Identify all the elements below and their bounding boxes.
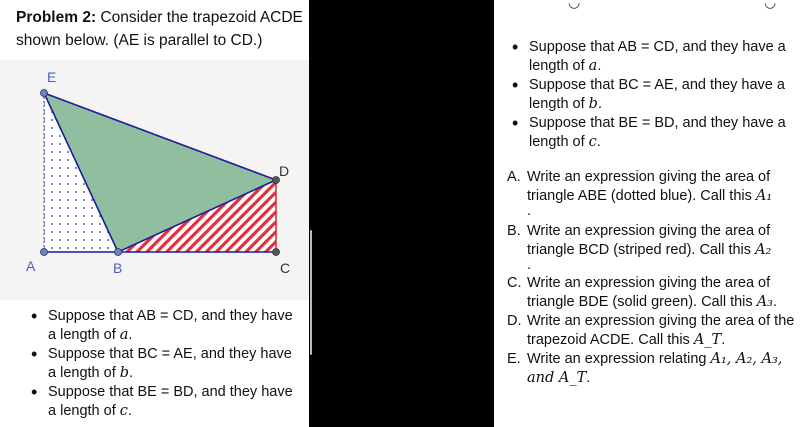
question-item: B. Write an expression giving the area of triangle BCD (striped red). Call this A₂ . xyxy=(507,223,772,273)
assumption-item: • Suppose that BC = AE, and they have a length of b. xyxy=(31,345,303,383)
assumption-item: • Suppose that BE = BD, and they have a length of c. xyxy=(31,383,303,421)
label-c: C xyxy=(280,260,291,276)
left-page xyxy=(0,0,309,427)
trapezoid-diagram xyxy=(0,60,309,300)
label-b: B xyxy=(113,260,123,276)
question-item: A. Write an expression giving the area of triangle ABE (dotted blue). Call this A₁ . xyxy=(507,169,773,219)
question-item: D. Write an expression giving the area of the trapezoid ACDE. Call this A_T. xyxy=(507,313,795,348)
label-d: D xyxy=(279,163,290,179)
assumption-item: • Suppose that BC = AE, and they have a length of b. xyxy=(512,76,794,114)
assumption-list-right xyxy=(512,38,794,152)
question-list xyxy=(507,168,797,388)
trapezoid-figure xyxy=(0,60,309,300)
problem-intro: Consider the trapezoid ACDE shown below. (AE is parallel to CD.) xyxy=(16,9,303,49)
label-a: A xyxy=(26,258,36,274)
point-a xyxy=(41,249,48,256)
problem-heading: Problem 2: xyxy=(16,9,97,26)
point-e xyxy=(41,90,48,97)
question-item: C. Write an expression giving the area of triangle BDE (solid green). Call this A₃. xyxy=(507,275,778,310)
point-c xyxy=(273,249,280,256)
assumption-item: • Suppose that AB = CD, and they have a length of a. xyxy=(31,307,303,345)
assumption-item: • Suppose that AB = CD, and they have a length of a. xyxy=(512,38,794,76)
left-scrollbar[interactable] xyxy=(310,230,312,355)
cropped-glyph: ◡ xyxy=(568,0,581,10)
assumption-item: • Suppose that BE = BD, and they have a length of c. xyxy=(512,114,794,152)
label-e: E xyxy=(47,69,57,85)
cropped-glyph: ◡ xyxy=(764,0,777,10)
problem-statement xyxy=(16,6,306,52)
point-b xyxy=(115,249,122,256)
assumption-list-left xyxy=(31,307,303,421)
question-item: E. Write an expression relating A₁, A₂, A₃, and A_T. xyxy=(507,351,783,386)
